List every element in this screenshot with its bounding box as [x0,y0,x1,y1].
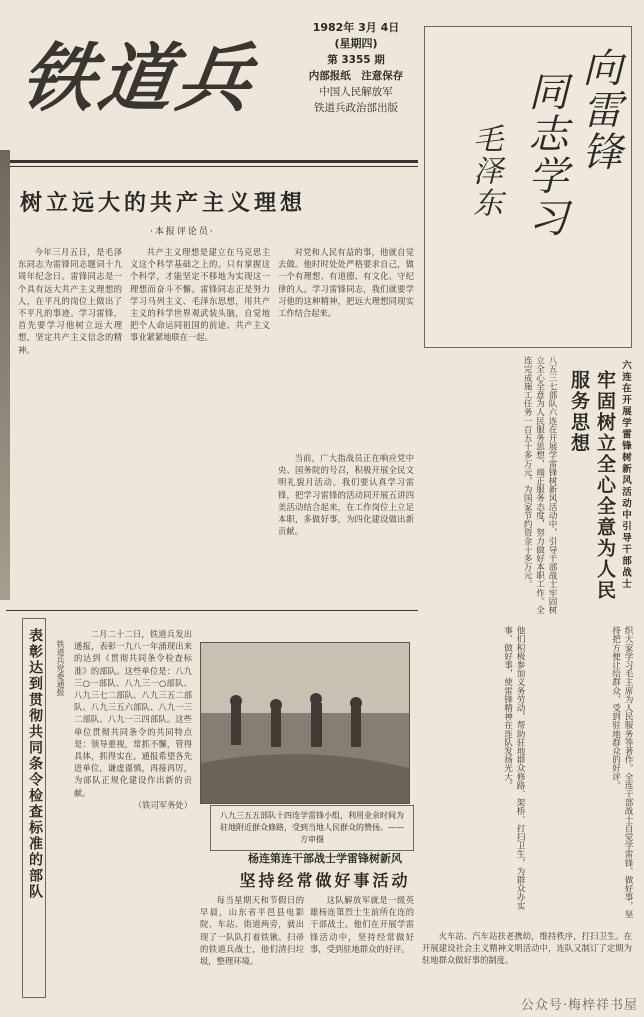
calligraphy-inscription [424,26,632,348]
sidebar-kicker: 铁道兵党委通报 [56,640,65,696]
photo-caption: 八九三五五部队十四连学雷锋小组，利用业余时间为驻地附近群众修路，受到当地人民群众的赞扬。——方审摄 [210,805,414,851]
issue-weekday: (星期四) [334,37,378,50]
bottom-column-2 [310,894,414,1012]
lead-column-3 [278,246,414,446]
issue-date: 1982年 3月 4日 [312,21,400,34]
photo-illustration [201,643,409,803]
bottom-column-1-text: 每当星期天和节假日的早晨，山东省平邑县电影院、车站、街道两旁，就出现了一队队打着铁锹、扫帚的铁道兵战士，他们清扫垃圾，整理环境。 [200,895,304,967]
bottom-headline: 坚持经常做好事活动 [239,871,411,890]
bottom-column-3 [422,930,632,1000]
issue-notice: 内部报纸 注意保存 [308,70,404,82]
sidebar-byline: （铁司军务处） [133,799,192,810]
news-photo [200,642,410,804]
masthead-rule [6,160,418,163]
lead-column-4 [278,452,414,602]
feature-column-c: 他们积极参加义务劳动，帮助驻地群众修路、架桥、打扫卫生，为群众办实事、做好事，使雷锋精神在连队发扬光大。 [502,626,525,910]
publisher-line-1: 中国人民解放军 [319,86,393,98]
lead-column-3-text: 对党和人民有益的事，他就自觉去做。他时时处处严格要求自己，做一个有理想、有道德、有文化、守纪律的人。学习雷锋同志，我们就要学习他的这种精神，把远大理想同现实工作结合起来。 [278,247,414,319]
section-divider [6,610,418,611]
lead-column-1-text: 今年三月五日，是毛泽东同志为雷锋同志题词十九周年纪念日。雷锋同志是一个具有远大共产主义理想的人，在平凡的岗位上做出了不平凡的事迹。学习雷锋，首先要学习他树立远大理想，坚定共产主义信念的精神。 [18,247,122,355]
feature-column-b: 织大家学习毛主席为人民服务等著作。全连干部战士自觉学雷锋、做好事，坚持把方便让给群众，受到驻地群众的好评。 [610,626,633,919]
calligraphy-line-1: 向雷锋 [576,47,622,173]
feature-headline: 牢固树立全心全意为人民服务思想 [568,370,616,601]
bottom-kicker: 杨连第连干部战士学雷锋树新风 [248,852,402,865]
lead-column-1 [18,246,122,602]
lead-column-2-text: 共产主义理想是建立在马克思主义这个科学基础之上的。只有掌握这个科学，才能坚定不移地为实现这一理想而奋斗不懈。雷锋同志正是努力学习马列主义、毛泽东思想，用共产主义的科学世界观武装头脑，自觉地把个人命运同祖国的前途、共产主义事业紧紧地联在一起。 [130,247,270,343]
publisher-line-2: 铁道兵政治部出版 [314,102,398,114]
newspaper-title: 铁道兵 [15,36,262,122]
feature-kicker: 六连在开展学雷锋树新风活动中引导干部战士 [620,360,631,590]
feature-column-a: 八五三七部队六连在开展学雷锋树新风活动中，引导干部战士牢固树立全心全意为人民服务思想，端正服务态度，努力做好本职工作。全连完成施工任务一百五十多万元，为国家节约资金十多万元。 [522,356,557,614]
lead-column-4-text: 当前，广大指战员正在响应党中央、国务院的号召，积极开展全民文明礼貌月活动。我们要认真学习雷锋，把学习雷锋的活动同开展五讲四美活动结合起来，在工作岗位上立足本职，多做好事，为四化建设做出新贡献。 [278,453,414,537]
lead-byline: ·本报评论员· [150,227,215,237]
sidebar-body [74,628,192,1000]
bottom-column-1 [200,894,304,1012]
bottom-column-2-text: 这队解放军就是一级英雄杨连第烈士生前所在连的干部战士。他们在开展学雷锋活动中，坚持经常做好事，受到驻地群众的好评。 [310,895,414,954]
masthead [0,0,420,150]
calligraphy-line-2: 同志学习 [522,71,568,239]
sidebar-body-text: 二月二十二日，铁道兵发出通报，表彰一九八一年涌现出来的达到《贯彻共同条令检查标准》的部队。这些单位是：八九三○一部队、八九三一○部队、八九三七二部队、八九三五二部队、八九三五六部队、八九一三二部队、八九一三四部队。这些单位贯彻共同条令的共同特点是：领导重视，常抓不懈，管得具体，抓得实在。通报希望各先进单位，谦虚谨慎，再接再厉，为部队正规化建设作出新的贡献。 [74,629,192,798]
sidebar-headline: 表彰达到贯彻共同条令检查标准的部队 [27,628,43,900]
page-edge-shadow [0,150,10,600]
lead-headline: 树立远大的共产主义理想 [20,191,307,216]
issue-info [296,20,416,116]
watermark-text: 公众号·梅梓祥书屋 [520,998,638,1013]
calligraphy-signature: 毛泽东 [467,123,502,219]
issue-number: 第 3355 期 [327,54,385,66]
lead-column-2 [130,246,270,602]
bottom-column-3-text: 火车站、汽车站扶老携幼，维持秩序，打扫卫生。在开展建设社会主义精神文明活动中，连队又制订了定期为驻地群众做好事的制度。 [422,931,632,966]
masthead-rule-thin [6,166,418,167]
